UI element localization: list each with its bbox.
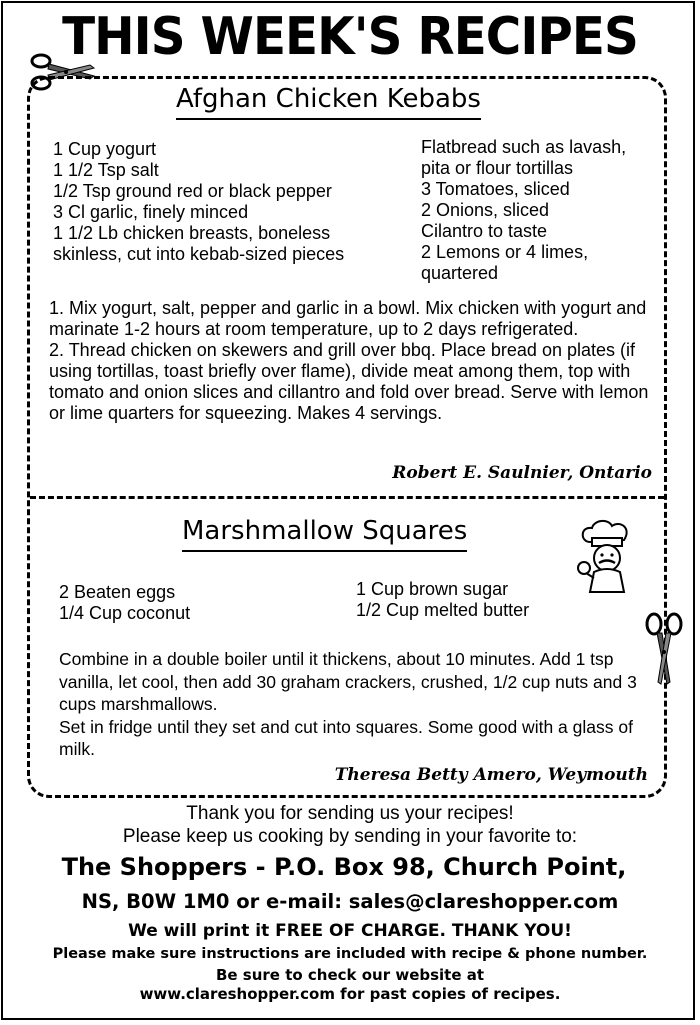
- recipe1-ingredients-right: [421, 137, 626, 284]
- ingredient: 1/2 Cup melted butter: [356, 600, 530, 620]
- recipe2-instructions: [59, 648, 651, 761]
- ingredient: 2 Lemons or 4 limes,: [421, 242, 589, 262]
- recipe1-ingredients-left: [53, 139, 344, 265]
- instruction-step: Combine in a double boiler until it thickens, about 10 minutes. Add 1 tsp vanilla, let cool, then add 30 graham crackers, crushed, 1/2 cup nuts and 3 cups marshmallows.: [59, 649, 637, 714]
- ingredient: pita or flour tortillas: [421, 158, 574, 178]
- chef-icon: [574, 518, 638, 594]
- ingredient: 3 Cl garlic, finely minced: [53, 202, 249, 222]
- ingredient: 1 Cup brown sugar: [356, 579, 509, 599]
- ingredient: 3 Tomatoes, sliced: [421, 179, 570, 199]
- ingredient: skinless, cut into kebab-sized pieces: [53, 244, 345, 264]
- page-title: THIS WEEK'S RECIPES: [62, 7, 638, 67]
- recipe2-ingredients-right: [356, 579, 529, 621]
- footer-keep-cooking: Please keep us cooking by sending in your favorite to:: [122, 826, 578, 847]
- footer-instructions-note: Please make sure instructions are included with recipe & phone number.: [52, 946, 648, 962]
- ingredient: quartered: [421, 263, 499, 283]
- footer-thanks: Thank you for sending us your recipes!: [186, 803, 514, 824]
- recipe-title-afghan-chicken-kebabs: Afghan Chicken Kebabs: [176, 83, 481, 120]
- ingredient: 2 Onions, sliced: [421, 200, 550, 220]
- ingredient: Cilantro to taste: [421, 221, 548, 241]
- footer-website-line1: Be sure to check our website at: [215, 966, 485, 984]
- instruction-step: 2. Thread chicken on skewers and grill over bbq. Place bread on plates (if using tortillas, toast briefly over flame), divide meat among them, top with tomato and onion slices and cillantro and fold over bread. Serve with lemon or lime quarters for squeezing. Makes 4 servings.: [49, 340, 649, 423]
- footer-address-line2: NS, B0W 1M0 or e-mail: sales@clareshopper.com: [81, 890, 619, 913]
- footer-address-line1: The Shoppers - P.O. Box 98, Church Point,: [61, 853, 627, 881]
- ingredient: 1 Cup yogurt: [53, 139, 157, 159]
- ingredient: 1 1/2 Lb chicken breasts, boneless: [53, 223, 331, 243]
- recipe2-ingredients-left: [59, 582, 190, 624]
- recipe-divider: [30, 496, 664, 499]
- ingredient: Flatbread such as lavash,: [421, 137, 627, 157]
- recipe1-author: Robert E. Saulnier, Ontario: [392, 463, 652, 483]
- recipe2-author: Theresa Betty Amero, Weymouth: [334, 765, 648, 785]
- recipe1-instructions: [49, 298, 661, 424]
- recipe-title-marshmallow-squares: Marshmallow Squares: [182, 515, 467, 552]
- ingredient: 1/2 Tsp ground red or black pepper: [53, 181, 332, 201]
- footer-free-of-charge: We will print it FREE OF CHARGE. THANK YOU!: [128, 921, 572, 941]
- ingredient: 1/4 Cup coconut: [59, 603, 191, 623]
- instruction-step: 1. Mix yogurt, salt, pepper and garlic in a bowl. Mix chicken with yogurt and marinate 1-2 hours at room temperature, up to 2 days refrigerated.: [49, 298, 647, 339]
- footer-website-line2: www.clareshopper.com for past copies of recipes.: [139, 985, 561, 1003]
- ingredient: 2 Beaten eggs: [59, 582, 176, 602]
- instruction-step: Set in fridge until they set and cut into squares. Some good with a glass of milk.: [59, 716, 633, 759]
- ingredient: 1 1/2 Tsp salt: [53, 160, 159, 180]
